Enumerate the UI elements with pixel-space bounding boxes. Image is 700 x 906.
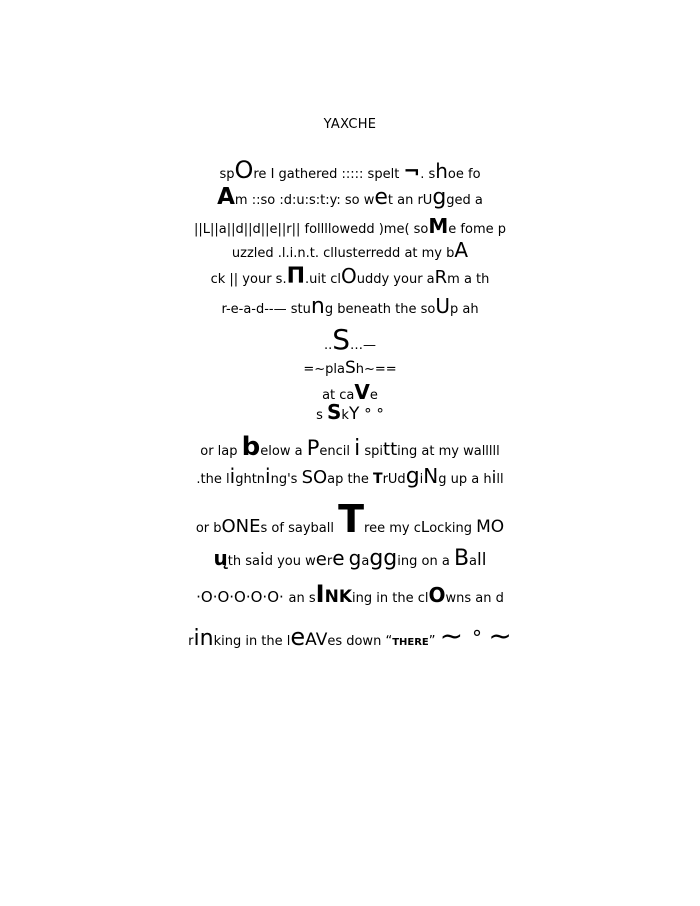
poem-fragment: ų — [213, 546, 228, 570]
poem-fragment: uzzled .l.i.n.t. cllusterredd at my b — [231, 246, 455, 261]
poem-fragment: ck || your s. — [210, 272, 287, 287]
poem-fragment: O — [340, 264, 357, 288]
poem-fragment: r — [326, 554, 333, 569]
poem-fragment: AV — [305, 630, 328, 650]
poem-fragment: h — [435, 159, 448, 183]
poem-fragment: uddy your a — [356, 272, 435, 287]
poem-fragment: an s — [288, 591, 316, 606]
poem-fragment: tt — [383, 439, 398, 460]
poem-fragment: T — [373, 471, 383, 487]
poem-fragment: s of sayball — [260, 521, 339, 536]
poem-line — [0, 402, 700, 423]
poem-fragment: ll — [496, 472, 504, 487]
poem-fragment: g — [405, 464, 420, 489]
poem-fragment: ¬ — [403, 159, 421, 183]
poem-fragment: B — [453, 546, 470, 571]
poem-fragment: ||L||a||d||d||e||r|| follllowedd )me( so — [194, 222, 429, 237]
poem-fragment: b — [241, 432, 261, 462]
poem-fragment: A — [454, 238, 469, 262]
poem-fragment: ged a — [446, 193, 483, 208]
poem-line — [0, 296, 700, 318]
poem-fragment: rUd — [382, 472, 406, 487]
poem-fragment: g — [348, 546, 362, 570]
poem-fragment: ing in the cl — [352, 591, 429, 606]
poem-fragment: ing at my walllll — [397, 444, 500, 459]
poem-line — [0, 619, 700, 652]
poem-fragment: S — [344, 358, 356, 378]
poem-fragment: ~ — [488, 619, 512, 652]
poem-fragment: e — [374, 185, 388, 210]
poem-fragment: encil — [319, 444, 355, 459]
poem-fragment: U — [435, 294, 450, 318]
poem-fragment: .uit cl — [305, 272, 341, 287]
poem-fragment: ~ — [439, 619, 473, 652]
poem-fragment: oe fo — [447, 167, 481, 182]
poem-fragment: ° ° — [359, 405, 384, 423]
poem-fragment: re I gathered ::::: spelt — [253, 167, 404, 182]
poem-fragment: T — [338, 497, 365, 541]
poem-fragment: wns an d — [445, 591, 504, 606]
poem-fragment: ·O·O·O·O·O· — [196, 588, 289, 606]
poem-fragment: SO — [301, 467, 328, 488]
poem-fragment: g beneath the so — [324, 302, 436, 317]
poem-fragment: i — [419, 472, 424, 487]
poem-line — [0, 466, 700, 488]
poem-fragment: a — [361, 554, 370, 569]
poem-fragment: R — [434, 267, 448, 288]
poem-fragment: a — [469, 554, 478, 569]
poem-fragment: r-e-a-d--— stu — [221, 302, 311, 317]
poem-fragment: i — [260, 550, 265, 570]
poem-fragment: e fome p — [448, 222, 506, 237]
poem-fragment: ° — [472, 626, 489, 650]
poem-fragment: NK — [324, 587, 353, 607]
poem-fragment: in — [193, 626, 214, 651]
poem-fragment: …— — [350, 338, 377, 353]
poem-fragment: =~pla — [303, 362, 345, 377]
poem-fragment: MO — [476, 517, 505, 537]
poem-fragment: ree my c — [364, 521, 421, 536]
poem-fragment: i — [229, 464, 236, 488]
poem-fragment: ap the — [327, 472, 373, 487]
poem-fragment: O — [234, 156, 254, 184]
poem-line — [0, 266, 700, 288]
poem-fragment: h~== — [355, 362, 397, 377]
poem-fragment: I — [315, 580, 325, 608]
poem-line — [0, 548, 700, 570]
poem-fragment: es down — [327, 634, 386, 649]
poem-fragment: g — [432, 185, 447, 210]
poem-fragment: Y — [348, 404, 360, 424]
poem-line — [0, 360, 700, 377]
poem-fragment: king in the l — [213, 634, 291, 649]
poem-title: YAXCHE — [323, 117, 377, 132]
poem-line — [0, 216, 700, 236]
poem-fragment: Π — [286, 264, 305, 289]
poem-fragment: THERE — [392, 637, 429, 648]
poem-fragment: t an rU — [387, 193, 433, 208]
poem-fragment: ” — [428, 634, 440, 649]
poem-fragment: i — [265, 464, 271, 488]
poem-fragment: spi — [360, 444, 384, 459]
poem-fragment: n — [310, 294, 325, 319]
poem-line — [0, 186, 700, 209]
poem-fragment: or lap — [200, 444, 242, 459]
poem-fragment: d you w — [264, 554, 316, 569]
poem-fragment: . s — [420, 167, 436, 182]
poem-fragment: S — [332, 323, 351, 356]
poem-fragment: e — [315, 549, 327, 570]
poem-fragment: ghtn — [235, 472, 266, 487]
poem-fragment: L — [420, 518, 430, 536]
poem-fragment: e — [332, 546, 345, 570]
poem-fragment: V — [354, 380, 370, 404]
poem-fragment: s — [316, 408, 328, 423]
poem-fragment: S — [327, 400, 342, 424]
poem-line — [0, 497, 700, 541]
poem-fragment: e — [369, 388, 378, 403]
poem-line — [0, 323, 700, 356]
poem-fragment: ocking — [429, 521, 477, 536]
poem-fragment: m a th — [447, 272, 490, 287]
poem-line — [0, 582, 700, 606]
poem-fragment: “ — [385, 634, 393, 649]
poem-fragment: ll — [477, 550, 487, 570]
poem-fragment: O — [428, 583, 446, 607]
poem-fragment: ing on a — [397, 554, 454, 569]
poem-fragment: e — [290, 623, 306, 651]
poem-fragment: or b — [195, 521, 222, 536]
poem-fragment: i — [354, 436, 361, 461]
poem-fragment: gg — [369, 546, 398, 571]
poem-line — [0, 240, 700, 260]
poem-line — [0, 158, 700, 182]
poem-fragment: sp — [219, 167, 235, 182]
poem-fragment: m ::so :d:u:s:t:y: so w — [234, 193, 375, 208]
poem-fragment: .. — [323, 338, 333, 353]
poem-fragment: M — [428, 214, 449, 238]
poem-fragment: i — [491, 468, 497, 488]
poem-fragment: P — [306, 436, 320, 460]
poem-fragment: elow a — [260, 444, 307, 459]
poem-fragment: g up a h — [438, 472, 492, 487]
poem-fragment: ONE — [221, 516, 261, 537]
poem-fragment: at ca — [322, 388, 355, 403]
poem-fragment: N — [423, 464, 439, 488]
poem-fragment: A — [217, 184, 235, 210]
poem-line — [0, 382, 700, 402]
poem-fragment: k — [341, 408, 349, 423]
poem-fragment: r — [188, 634, 194, 649]
poem-fragment: ng's — [270, 472, 302, 487]
poem-line — [0, 434, 700, 460]
poem-fragment: .the l — [196, 472, 230, 487]
poem-fragment: th sa — [227, 554, 260, 569]
poem-fragment: p ah — [449, 302, 479, 317]
